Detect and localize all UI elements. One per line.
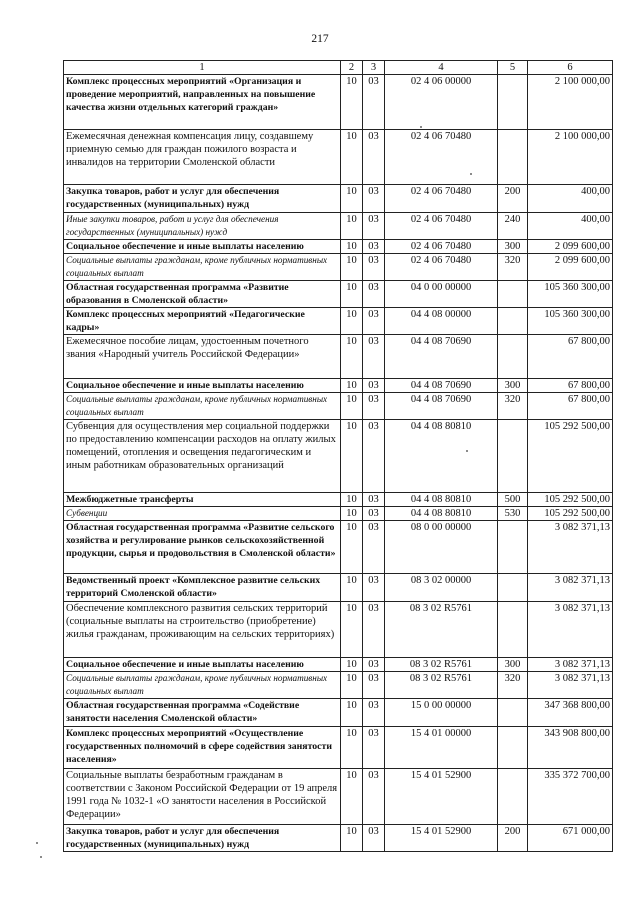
- amount-cell: 347 368 800,00: [528, 699, 613, 727]
- table-row: [64, 769, 613, 825]
- target-article-cell: 04 4 08 00000: [385, 308, 498, 335]
- target-article-cell: 08 3 02 00000: [385, 574, 498, 602]
- column-header: 6: [528, 61, 613, 75]
- target-article-cell: 08 3 02 R5761: [385, 658, 498, 672]
- subsection-cell: 03: [363, 335, 385, 379]
- table-row: [64, 130, 613, 185]
- table-row: [64, 521, 613, 574]
- amount-cell: 2 100 000,00: [528, 75, 613, 130]
- expense-type-cell: [498, 130, 528, 185]
- amount-cell: 3 082 371,13: [528, 602, 613, 658]
- table-row: [64, 335, 613, 379]
- target-article-cell: 04 4 08 70690: [385, 379, 498, 393]
- subsection-cell: 03: [363, 393, 385, 420]
- amount-cell: 3 082 371,13: [528, 672, 613, 699]
- subsection-cell: 03: [363, 185, 385, 213]
- row-name-cell: Социальное обеспечение и иные выплаты населению: [64, 658, 341, 672]
- subsection-cell: 03: [363, 308, 385, 335]
- section-cell: 10: [341, 658, 363, 672]
- target-article-cell: 15 4 01 52900: [385, 769, 498, 825]
- scan-speck: [420, 126, 422, 128]
- expense-type-cell: [498, 574, 528, 602]
- expense-type-cell: [498, 308, 528, 335]
- target-article-cell: 02 4 06 70480: [385, 254, 498, 281]
- target-article-cell: 02 4 06 70480: [385, 130, 498, 185]
- section-cell: 10: [341, 727, 363, 769]
- target-article-cell: 15 4 01 52900: [385, 825, 498, 852]
- subsection-cell: 03: [363, 254, 385, 281]
- expense-type-cell: 300: [498, 658, 528, 672]
- target-article-cell: 04 4 08 80810: [385, 420, 498, 493]
- subsection-cell: 03: [363, 727, 385, 769]
- amount-cell: 105 292 500,00: [528, 493, 613, 507]
- section-cell: 10: [341, 672, 363, 699]
- row-name-cell: Иные закупки товаров, работ и услуг для обеспечения государственных (муниципальных) нужд: [64, 213, 341, 240]
- row-name-cell: Социальные выплаты гражданам, кроме публичных нормативных социальных выплат: [64, 254, 341, 281]
- scan-speck: [466, 450, 468, 452]
- subsection-cell: 03: [363, 658, 385, 672]
- section-cell: 10: [341, 420, 363, 493]
- target-article-cell: 04 4 08 70690: [385, 335, 498, 379]
- row-name-cell: Субвенция для осуществления мер социальной поддержки по предоставлению компенсации расходов на оплату жилых помещений, отопления и освещения педагогическим и иным работникам образовательных организаций: [64, 420, 341, 493]
- section-cell: 10: [341, 308, 363, 335]
- expense-type-cell: 530: [498, 507, 528, 521]
- amount-cell: 2 099 600,00: [528, 254, 613, 281]
- amount-cell: 67 800,00: [528, 393, 613, 420]
- table-row: [64, 507, 613, 521]
- section-cell: 10: [341, 493, 363, 507]
- subsection-cell: 03: [363, 574, 385, 602]
- table-row: [64, 75, 613, 130]
- target-article-cell: 04 0 00 00000: [385, 281, 498, 308]
- amount-cell: 335 372 700,00: [528, 769, 613, 825]
- target-article-cell: 08 3 02 R5761: [385, 602, 498, 658]
- budget-table: [63, 60, 613, 852]
- row-name-cell: Ежемесячная денежная компенсация лицу, создавшему приемную семью для граждан пожилого возраста и инвалидов на территории Смоленской области: [64, 130, 341, 185]
- amount-cell: 3 082 371,13: [528, 574, 613, 602]
- table-row: [64, 185, 613, 213]
- target-article-cell: 02 4 06 00000: [385, 75, 498, 130]
- amount-cell: 2 100 000,00: [528, 130, 613, 185]
- table-row: [64, 420, 613, 493]
- subsection-cell: 03: [363, 240, 385, 254]
- amount-cell: 400,00: [528, 213, 613, 240]
- section-cell: 10: [341, 379, 363, 393]
- target-article-cell: 08 0 00 00000: [385, 521, 498, 574]
- subsection-cell: 03: [363, 699, 385, 727]
- expense-type-cell: [498, 335, 528, 379]
- table-row: [64, 240, 613, 254]
- target-article-cell: 15 0 00 00000: [385, 699, 498, 727]
- expense-type-cell: [498, 75, 528, 130]
- row-name-cell: Субвенции: [64, 507, 341, 521]
- section-cell: 10: [341, 507, 363, 521]
- column-header: 5: [498, 61, 528, 75]
- expense-type-cell: 320: [498, 672, 528, 699]
- amount-cell: 671 000,00: [528, 825, 613, 852]
- section-cell: 10: [341, 75, 363, 130]
- expense-type-cell: [498, 281, 528, 308]
- amount-cell: 105 360 300,00: [528, 308, 613, 335]
- target-article-cell: 02 4 06 70480: [385, 240, 498, 254]
- target-article-cell: 02 4 06 70480: [385, 185, 498, 213]
- section-cell: 10: [341, 213, 363, 240]
- column-header: 1: [64, 61, 341, 75]
- target-article-cell: 04 4 08 80810: [385, 507, 498, 521]
- subsection-cell: 03: [363, 379, 385, 393]
- table-row: [64, 493, 613, 507]
- row-name-cell: Ежемесячное пособие лицам, удостоенным почетного звания «Народный учитель Российской Федерации»: [64, 335, 341, 379]
- row-name-cell: Комплекс процессных мероприятий «Организация и проведение мероприятий, направленных на повышение качества жизни отдельных категорий граждан»: [64, 75, 341, 130]
- column-header: 3: [363, 61, 385, 75]
- expense-type-cell: 300: [498, 379, 528, 393]
- section-cell: 10: [341, 521, 363, 574]
- target-article-cell: 02 4 06 70480: [385, 213, 498, 240]
- subsection-cell: 03: [363, 602, 385, 658]
- expense-type-cell: [498, 602, 528, 658]
- target-article-cell: 04 4 08 80810: [385, 493, 498, 507]
- table-row: [64, 574, 613, 602]
- expense-type-cell: [498, 699, 528, 727]
- amount-cell: 105 292 500,00: [528, 507, 613, 521]
- section-cell: 10: [341, 393, 363, 420]
- amount-cell: 3 082 371,13: [528, 521, 613, 574]
- row-name-cell: Комплекс процессных мероприятий «Осуществление государственных полномочий в сфере содействия занятости населения»: [64, 727, 341, 769]
- row-name-cell: Ведомственный проект «Комплексное развитие сельских территорий Смоленской области»: [64, 574, 341, 602]
- subsection-cell: 03: [363, 769, 385, 825]
- scan-speck: [36, 842, 38, 844]
- table-row: [64, 825, 613, 852]
- expense-type-cell: 320: [498, 393, 528, 420]
- column-header: 4: [385, 61, 498, 75]
- table-row: [64, 393, 613, 420]
- row-name-cell: Областная государственная программа «Содействие занятости населения Смоленской области»: [64, 699, 341, 727]
- table-row: [64, 308, 613, 335]
- subsection-cell: 03: [363, 420, 385, 493]
- expense-type-cell: 300: [498, 240, 528, 254]
- section-cell: 10: [341, 825, 363, 852]
- scan-speck: [470, 173, 472, 175]
- expense-type-cell: 240: [498, 213, 528, 240]
- expense-type-cell: [498, 521, 528, 574]
- amount-cell: 67 800,00: [528, 335, 613, 379]
- expense-type-cell: [498, 769, 528, 825]
- table-row: [64, 727, 613, 769]
- section-cell: 10: [341, 769, 363, 825]
- table-row: [64, 658, 613, 672]
- expense-type-cell: 200: [498, 825, 528, 852]
- amount-cell: 3 082 371,13: [528, 658, 613, 672]
- table-row: [64, 213, 613, 240]
- subsection-cell: 03: [363, 75, 385, 130]
- row-name-cell: Социальное обеспечение и иные выплаты населению: [64, 240, 341, 254]
- table-header-row: [64, 61, 613, 75]
- expense-type-cell: [498, 727, 528, 769]
- subsection-cell: 03: [363, 825, 385, 852]
- subsection-cell: 03: [363, 521, 385, 574]
- scan-speck: [40, 856, 42, 858]
- table-row: [64, 602, 613, 658]
- target-article-cell: 08 3 02 R5761: [385, 672, 498, 699]
- amount-cell: 400,00: [528, 185, 613, 213]
- subsection-cell: 03: [363, 130, 385, 185]
- row-name-cell: Социальные выплаты гражданам, кроме публичных нормативных социальных выплат: [64, 393, 341, 420]
- page-number: 217: [311, 33, 329, 45]
- subsection-cell: 03: [363, 493, 385, 507]
- expense-type-cell: 500: [498, 493, 528, 507]
- amount-cell: 105 292 500,00: [528, 420, 613, 493]
- section-cell: 10: [341, 335, 363, 379]
- target-article-cell: 15 4 01 00000: [385, 727, 498, 769]
- amount-cell: 2 099 600,00: [528, 240, 613, 254]
- row-name-cell: Межбюджетные трансферты: [64, 493, 341, 507]
- subsection-cell: 03: [363, 213, 385, 240]
- amount-cell: 343 908 800,00: [528, 727, 613, 769]
- section-cell: 10: [341, 699, 363, 727]
- table-row: [64, 281, 613, 308]
- amount-cell: 105 360 300,00: [528, 281, 613, 308]
- section-cell: 10: [341, 281, 363, 308]
- target-article-cell: 04 4 08 70690: [385, 393, 498, 420]
- section-cell: 10: [341, 185, 363, 213]
- section-cell: 10: [341, 254, 363, 281]
- row-name-cell: Закупка товаров, работ и услуг для обеспечения государственных (муниципальных) нужд: [64, 825, 341, 852]
- table-row: [64, 672, 613, 699]
- row-name-cell: Социальные выплаты безработным гражданам в соответствии с Законом Российской Федерации от 19 апреля 1991 года № 1032-1 «О занятости населения в Российской Федерации»: [64, 769, 341, 825]
- table-row: [64, 379, 613, 393]
- section-cell: 10: [341, 574, 363, 602]
- section-cell: 10: [341, 240, 363, 254]
- section-cell: 10: [341, 130, 363, 185]
- row-name-cell: Областная государственная программа «Развитие образования в Смоленской области»: [64, 281, 341, 308]
- row-name-cell: Областная государственная программа «Развитие сельского хозяйства и регулирование рынков сельскохозяйственной продукции, сырья и продовольствия в Смоленской области»: [64, 521, 341, 574]
- expense-type-cell: [498, 420, 528, 493]
- expense-type-cell: 200: [498, 185, 528, 213]
- row-name-cell: Социальные выплаты гражданам, кроме публичных нормативных социальных выплат: [64, 672, 341, 699]
- budget-table-body: [64, 61, 613, 852]
- subsection-cell: 03: [363, 281, 385, 308]
- row-name-cell: Социальное обеспечение и иные выплаты населению: [64, 379, 341, 393]
- row-name-cell: Закупка товаров, работ и услуг для обеспечения государственных (муниципальных) нужд: [64, 185, 341, 213]
- table-row: [64, 254, 613, 281]
- column-header: 2: [341, 61, 363, 75]
- amount-cell: 67 800,00: [528, 379, 613, 393]
- table-row: [64, 699, 613, 727]
- expense-type-cell: 320: [498, 254, 528, 281]
- row-name-cell: Обеспечение комплексного развития сельских территорий (социальные выплаты на строительство (приобретение) жилья гражданам, проживающим на сельских территориях): [64, 602, 341, 658]
- row-name-cell: Комплекс процессных мероприятий «Педагогические кадры»: [64, 308, 341, 335]
- section-cell: 10: [341, 602, 363, 658]
- subsection-cell: 03: [363, 507, 385, 521]
- subsection-cell: 03: [363, 672, 385, 699]
